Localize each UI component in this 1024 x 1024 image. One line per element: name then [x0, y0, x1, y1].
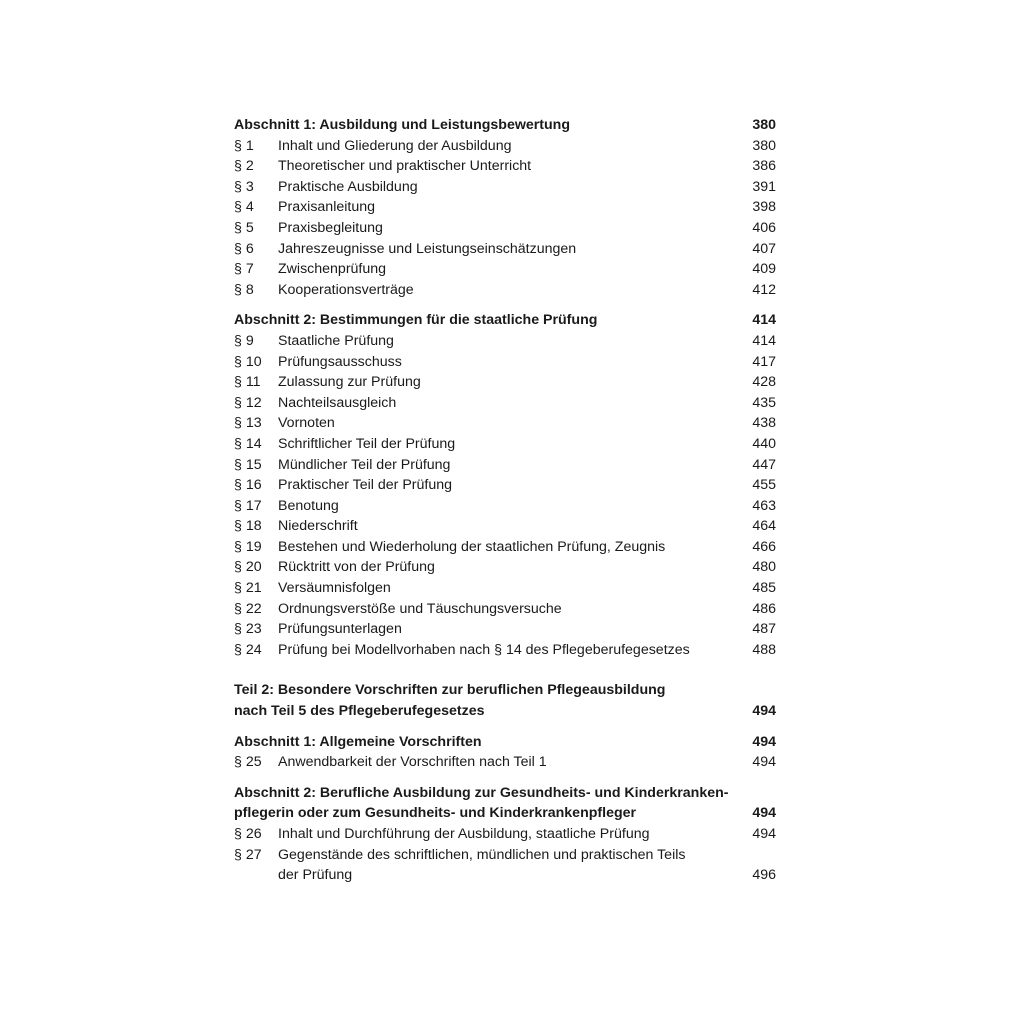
- entry-title: Praktischer Teil der Prüfung: [278, 477, 453, 494]
- heading-page: 494: [752, 805, 776, 822]
- entry-section: § 2: [234, 158, 254, 175]
- toc-entry: [234, 516, 776, 537]
- heading-page: 414: [752, 312, 776, 329]
- entry-page: 414: [752, 332, 776, 349]
- section-heading: [234, 783, 776, 824]
- part-heading-line: nach Teil 5 des Pflegeberufegesetzes: [234, 703, 485, 720]
- toc-entry: [234, 752, 776, 773]
- entry-title: Jahreszeugnisse und Leistungseinschätzungen: [278, 240, 577, 257]
- entry-section: § 26: [234, 826, 262, 842]
- section-heading: [234, 732, 776, 753]
- entry-title: Staatliche Prüfung: [278, 332, 394, 349]
- heading-line: Abschnitt 2: Berufliche Ausbildung zur Gesundheits- und Kinderkranken-: [234, 784, 729, 801]
- entry-page: 386: [752, 158, 776, 175]
- toc-entry: [234, 537, 776, 558]
- entry-section: § 14: [234, 435, 262, 452]
- toc-entry: [234, 177, 776, 198]
- toc-entry: [234, 352, 776, 373]
- entry-title: Niederschrift: [278, 518, 358, 535]
- entry-title: Prüfung bei Modellvorhaben nach § 14 des Pflegeberufegesetzes: [278, 641, 690, 658]
- heading-page: 494: [752, 733, 776, 750]
- toc-entry: [234, 393, 776, 414]
- heading-line: pflegerin oder zum Gesundheits- und Kinderkrankenpfleger: [234, 805, 637, 822]
- entry-title: Mündlicher Teil der Prüfung: [278, 456, 451, 473]
- toc-entry: [234, 455, 776, 476]
- entry-page: 417: [752, 353, 776, 370]
- spacer: [234, 300, 776, 310]
- entry-section: § 10: [234, 353, 262, 370]
- entry-section: § 18: [234, 518, 262, 535]
- entry-section: § 11: [234, 374, 261, 391]
- entry-section: § 1: [234, 137, 254, 154]
- entry-title: Versäumnisfolgen: [278, 580, 391, 597]
- entry-section: § 25: [234, 754, 262, 771]
- heading-title: Abschnitt 1: Allgemeine Vorschriften: [234, 733, 482, 750]
- entry-page: 391: [752, 178, 776, 195]
- section-heading: [234, 310, 776, 331]
- part-heading-lines: [234, 680, 736, 721]
- toc-entry: [234, 640, 776, 661]
- entry-title: Kooperationsverträge: [278, 281, 414, 298]
- entry-page: 487: [752, 621, 776, 638]
- entry-title: Praktische Ausbildung: [278, 178, 418, 195]
- entry-title: Zulassung zur Prüfung: [278, 374, 421, 391]
- entry-page: 380: [752, 137, 776, 154]
- heading-page: 380: [752, 117, 776, 133]
- entry-section: § 9: [234, 332, 254, 349]
- entry-title: Nachteilsausgleich: [278, 394, 397, 411]
- part-heading-page: 494: [752, 703, 776, 720]
- entry-page: 463: [752, 497, 776, 514]
- entry-page: 494: [752, 754, 776, 771]
- entry-title: Rücktritt von der Prüfung: [278, 559, 435, 576]
- heading-title: Abschnitt 1: Ausbildung und Leistungsbewertung: [234, 117, 571, 133]
- entry-title: Prüfungsausschuss: [278, 353, 402, 370]
- table-of-contents: [234, 115, 776, 886]
- entry-page: 485: [752, 580, 776, 597]
- entry-section: § 15: [234, 456, 262, 473]
- heading-lines: [234, 783, 736, 824]
- entry-page: 428: [752, 374, 776, 391]
- entry-section: § 23: [234, 621, 262, 638]
- entry-title: Inhalt und Gliederung der Ausbildung: [278, 137, 512, 154]
- heading-title: Abschnitt 2: Bestimmungen für die staatliche Prüfung: [234, 312, 598, 329]
- entry-page: 440: [752, 435, 776, 452]
- entry-section: § 27: [234, 846, 262, 863]
- toc-entry: [234, 259, 776, 280]
- entry-page: 447: [752, 456, 776, 473]
- entry-section: § 17: [234, 497, 262, 514]
- spacer: [234, 660, 776, 680]
- entry-page: 398: [752, 199, 776, 216]
- entry-section: § 8: [234, 281, 254, 298]
- toc-entry: [234, 239, 776, 260]
- part-heading-line: Teil 2: Besondere Vorschriften zur beruflichen Pflegeausbildung: [234, 682, 666, 699]
- entry-title: Ordnungsverstöße und Täuschungsversuche: [278, 600, 562, 617]
- entry-title: Theoretischer und praktischer Unterricht: [278, 158, 532, 175]
- entry-title: Inhalt und Durchführung der Ausbildung, staatliche Prüfung: [278, 826, 650, 842]
- entry-page: 438: [752, 415, 776, 432]
- entry-list: [234, 136, 776, 301]
- entry-title-lines: [278, 845, 736, 886]
- toc-entry: [234, 557, 776, 578]
- entry-page: 488: [752, 641, 776, 658]
- toc-entry: [234, 156, 776, 177]
- entry-title-line: der Prüfung: [278, 867, 353, 884]
- toc-entry: [234, 824, 776, 845]
- spacer: [234, 773, 776, 783]
- toc-entry: [234, 434, 776, 455]
- entry-title: Schriftlicher Teil der Prüfung: [278, 435, 456, 452]
- entry-title: Prüfungsunterlagen: [278, 621, 402, 638]
- entry-page: 409: [752, 261, 776, 278]
- toc-entry: [234, 280, 776, 301]
- entry-title: Benotung: [278, 497, 339, 514]
- entry-page: 480: [752, 559, 776, 576]
- entry-page: 407: [752, 240, 776, 257]
- toc-entry: [234, 845, 776, 886]
- entry-page: 435: [752, 394, 776, 411]
- entry-page: 455: [752, 477, 776, 494]
- entry-list: [234, 331, 776, 661]
- toc-entry: [234, 136, 776, 157]
- entry-page: 412: [752, 281, 776, 298]
- entry-section: § 3: [234, 178, 254, 195]
- entry-section: § 21: [234, 580, 262, 597]
- entry-title: Praxisbegleitung: [278, 219, 383, 236]
- entry-page: 464: [752, 518, 776, 535]
- entry-section: § 16: [234, 477, 262, 494]
- entry-title: Bestehen und Wiederholung der staatlichen Prüfung, Zeugnis: [278, 538, 666, 555]
- entry-section: § 24: [234, 641, 262, 658]
- section-heading: [234, 115, 776, 136]
- entry-page: 466: [752, 538, 776, 555]
- toc-entry: [234, 475, 776, 496]
- entry-title: Praxisanleitung: [278, 199, 376, 216]
- entry-title: Zwischenprüfung: [278, 261, 387, 278]
- entry-title: Vornoten: [278, 415, 335, 432]
- entry-section: § 5: [234, 219, 254, 236]
- entry-section: § 22: [234, 600, 262, 617]
- entry-section: § 6: [234, 240, 254, 257]
- entry-page: 494: [752, 826, 776, 842]
- spacer: [234, 722, 776, 732]
- toc-entry: [234, 197, 776, 218]
- toc-entry: [234, 331, 776, 352]
- toc-entry: [234, 372, 776, 393]
- entry-section: § 4: [234, 199, 254, 216]
- entry-title-line: Gegenstände des schriftlichen, mündlichen und praktischen Teils: [278, 846, 686, 863]
- entry-page: 406: [752, 219, 776, 236]
- entry-section: § 7: [234, 261, 254, 278]
- entry-title: Anwendbarkeit der Vorschriften nach Teil 1: [278, 754, 547, 771]
- entry-page: 486: [752, 600, 776, 617]
- entry-section: § 19: [234, 538, 262, 555]
- entry-section: § 13: [234, 415, 262, 432]
- toc-entry: [234, 413, 776, 434]
- toc-entry: [234, 578, 776, 599]
- toc-entry: [234, 496, 776, 517]
- entry-page: 496: [752, 867, 776, 884]
- entry-section: § 12: [234, 394, 262, 411]
- toc-entry: [234, 619, 776, 640]
- toc-entry: [234, 218, 776, 239]
- toc-entry: [234, 599, 776, 620]
- part-heading: [234, 680, 776, 721]
- entry-section: § 20: [234, 559, 262, 576]
